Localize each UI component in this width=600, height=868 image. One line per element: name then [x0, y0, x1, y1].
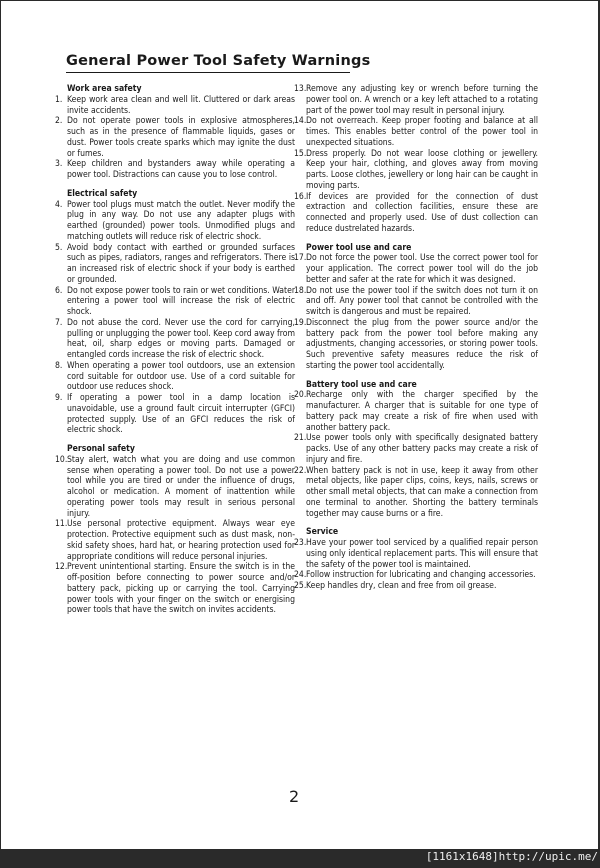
- warning-item: [55, 318, 295, 361]
- item-text: Prevent unintentional starting. Ensure the switch is in the off-position before connecting to power source and/or battery pack, picking up or carrying the tool. Carrying power tools with your finger on the switch or energising power tools that have the switch on invites accidents.: [67, 562, 295, 616]
- item-number: 17.: [294, 253, 307, 264]
- warning-item: [294, 116, 538, 148]
- item-text: Dress properly. Do not wear loose clothing or jewellery. Keep your hair, clothing, and gloves away from moving parts. Loose clothes, jewellery or long hair can be caught in moving parts.: [306, 148, 538, 191]
- item-text: Stay alert, watch what you are doing and use common sense when operating a power tool. Do not use a power tool while you are tired or under the influence of drugs, alcohol or medication. A moment of inattention while operating power tools may result in serious personal injury.: [67, 454, 295, 519]
- item-text: When battery pack is not in use, keep it away from other metal objects, like paper clips, coins, keys, nails, screws or other small metal objects, that can make a connection from one terminal to another. Shorting the battery terminals together may cause burns or a fire.: [306, 465, 538, 519]
- item-text: Use power tools only with specifically designated battery packs. Use of any other battery packs may create a risk of injury and fire.: [306, 433, 538, 465]
- item-text: Do not operate power tools in explosive atmospheres, such as in the presence of flammable liquids, gases or dust. Power tools create sparks which may ignite the dust or fumes.: [67, 116, 295, 159]
- item-number: 1.: [55, 94, 63, 105]
- item-text: Follow instruction for lubricating and changing accessories.: [306, 570, 536, 581]
- item-number: 22.: [294, 465, 307, 476]
- section-gap: [294, 235, 538, 243]
- warning-item: [294, 570, 538, 581]
- item-number: 16.: [294, 191, 307, 202]
- item-number: 25.: [294, 581, 307, 591]
- manual-page: [1, 1, 598, 849]
- warning-item: [55, 243, 295, 286]
- item-number: 10.: [55, 454, 68, 465]
- item-number: 2.: [55, 116, 63, 127]
- item-text: Have your power tool serviced by a qualified repair person using only identical replacement parts. This will ensure that the safety of the power tool is maintained.: [306, 538, 538, 570]
- item-number: 12.: [55, 562, 68, 573]
- item-text: When operating a power tool outdoors, use an extension cord suitable for outdoor use. Use of a cord suitable for outdoor use reduces shock.: [67, 360, 295, 393]
- item-text: Do not force the power tool. Use the correct power tool for your application. The correct power tool will do the job better and safer at the rate for which it was designed.: [306, 253, 538, 285]
- section-heading: Personal safety: [67, 444, 135, 454]
- item-number: 5.: [55, 242, 63, 253]
- item-number: 24.: [294, 570, 307, 581]
- page-number: 2: [289, 787, 300, 806]
- item-number: 8.: [55, 360, 63, 371]
- section-heading: Service: [306, 527, 339, 538]
- warning-item: [55, 562, 295, 616]
- item-text: Keep children and bystanders away while operating a power tool. Distractions can cause you to lose control.: [67, 159, 295, 180]
- left-column: [55, 84, 295, 616]
- item-text: Keep work area clean and well lit. Cluttered or dark areas invite accidents.: [67, 94, 295, 116]
- right-column: [294, 84, 538, 592]
- warning-item: [55, 116, 295, 159]
- item-number: 7.: [55, 317, 63, 328]
- item-text: Disconnect the plug from the power source and/or the battery pack from the power tool before making any adjustments, changing accessories, or storing power tools. Such preventive safety measures reduce the risk of starting the power tool accidentally.: [306, 317, 538, 371]
- item-text: Do not abuse the cord. Never use the cord for carrying, pulling or unplugging the power tool. Keep cord away from heat, oil, sharp edges or moving parts. Damaged or entangled cords increase the risk of electric shock.: [67, 317, 295, 360]
- section-heading: Work area safety: [67, 84, 142, 94]
- warning-item: [55, 455, 295, 520]
- item-text: If devices are provided for the connection of dust extraction and collection facilities, ensure these are connected and properly used. Use of dust collection can reduce dustrelated hazards.: [306, 191, 538, 234]
- item-text: Use personal protective equipment. Always wear eye protection. Protective equipment such as dust mask, non-skid safety shoes, hard hat, or hearing protection used for appropriate conditions will reduce personal injuries.: [67, 519, 295, 562]
- item-number: 6.: [55, 285, 63, 296]
- warning-item: [294, 466, 538, 520]
- warning-item: [55, 159, 295, 181]
- item-number: 14.: [294, 116, 307, 127]
- warning-item: [294, 538, 538, 570]
- warning-item: [55, 200, 295, 243]
- section-heading: Battery tool use and care: [306, 379, 417, 390]
- warning-item: [55, 361, 295, 393]
- warning-item: [294, 192, 538, 235]
- warning-item: [294, 433, 538, 465]
- warning-item: [55, 286, 295, 318]
- warning-item: [294, 581, 538, 592]
- item-number: 3.: [55, 159, 63, 170]
- warning-item: [294, 84, 538, 116]
- item-text: If operating a power tool in a damp location is unavoidable, use a ground fault circuit interrupter (GFCI) protected supply. Use of an GFCI reduces the risk of electric shock.: [67, 393, 295, 436]
- item-text: Recharge only with the charger specified by the manufacturer. A charger that is suitable for one type of battery pack may create a risk of fire when used with another battery pack.: [306, 390, 538, 433]
- item-number: 11.: [55, 519, 68, 530]
- section-gap: [55, 181, 295, 189]
- item-number: 23.: [294, 538, 307, 548]
- section-gap: [294, 519, 538, 527]
- item-number: 9.: [55, 393, 63, 403]
- section-heading: Power tool use and care: [306, 242, 412, 253]
- item-number: 19.: [294, 317, 307, 328]
- warning-item: [55, 95, 295, 117]
- warning-item: [294, 253, 538, 285]
- warning-item: [294, 390, 538, 433]
- section-heading: Electrical safety: [67, 188, 138, 199]
- warning-item: [55, 519, 295, 562]
- item-number: 18.: [294, 285, 307, 296]
- warning-item: [55, 393, 295, 436]
- item-number: 15.: [294, 148, 307, 159]
- section-gap: [55, 436, 295, 444]
- section-gap: [294, 372, 538, 380]
- item-text: Do not overreach. Keep proper footing and balance at all times. This enables better control of the power tool in unexpected situations.: [306, 116, 538, 148]
- warning-item: [294, 286, 538, 318]
- item-text: Keep handles dry, clean and free from oil grease.: [306, 581, 497, 591]
- item-text: Power tool plugs must match the outlet. Never modify the plug in any way. Do not use any adapter plugs with earthed (grounded) power tools. Unmodified plugs and matching outlets will reduce risk of electric shock.: [67, 199, 295, 242]
- item-text: Remove any adjusting key or wrench before turning the power tool on. A wrench or a key left attached to a rotating part of the power tool may result in personal injury.: [306, 84, 538, 116]
- item-text: Avoid body contact with earthed or grounded surfaces such as pipes, radiators, ranges and refrigerators. There is an increased risk of electric shock if your body is earthed or grounded.: [67, 242, 295, 285]
- warning-item: [294, 318, 538, 372]
- item-text: Do not use the power tool if the switch does not turn it on and off. Any power tool that cannot be controlled with the switch is dangerous and must be repaired.: [306, 285, 538, 317]
- item-number: 21.: [294, 433, 307, 444]
- warning-item: [294, 149, 538, 192]
- item-number: 20.: [294, 390, 307, 401]
- image-host-watermark: [1161x1648]http://upic.me/: [425, 850, 598, 863]
- item-number: 13.: [294, 84, 307, 94]
- page-title: General Power Tool Safety Warnings: [66, 53, 350, 73]
- item-text: Do not expose power tools to rain or wet conditions. Water entering a power tool will increase the risk of electric shock.: [67, 285, 295, 317]
- item-number: 4.: [55, 199, 63, 210]
